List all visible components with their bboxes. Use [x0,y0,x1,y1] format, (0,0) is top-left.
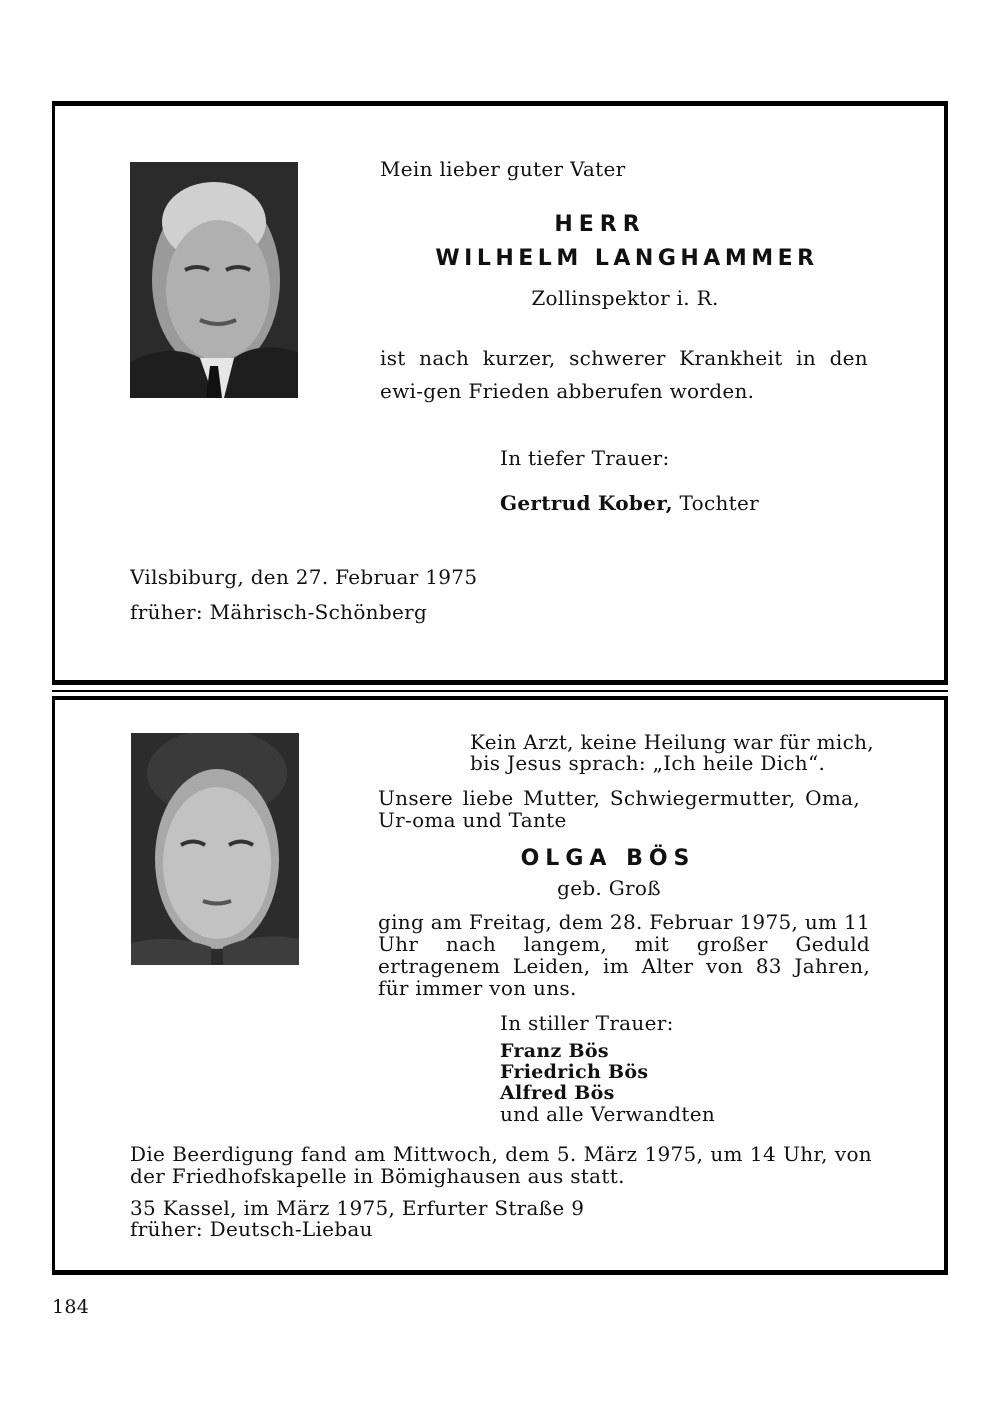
notice2-former-home: früher: Deutsch-Liebau [130,1217,373,1241]
notice2-name: OLGA BÖS [520,846,696,871]
notice1-place-date: Vilsbiburg, den 27. Februar 1975 [130,565,478,589]
notice1-mourner-name: Gertrud Kober, [500,491,673,515]
notice1-intro: Mein lieber guter Vater [380,157,626,181]
frame1-bottom-rule [52,680,948,685]
frame1-right-rule [944,101,948,684]
frame2-top-rule [52,696,948,700]
frame2-bottom-rule [52,1270,948,1275]
frame2-left-rule [52,696,55,1274]
notice2-message: ging am Freitag, dem 28. Februar 1975, um 11 Uhr nach langem, mit großer Geduld ertragenem Leiden, im Alter von 83 Jahren, für immer von uns. [378,910,870,1000]
frame1-top-rule [52,101,948,106]
notice2-mourning-label: In stiller Trauer: [500,1011,674,1035]
notice1-mourner-relation: Tochter [679,491,759,515]
mourner-name: Friedrich Bös [500,1061,649,1083]
notice1-former-home: früher: Mährisch-Schönberg [130,600,428,624]
notice1-title: Zollinspektor i. R. [531,286,719,310]
page-number: 184 [52,1296,90,1318]
portrait-woman-image [131,733,299,965]
notice1-honorific: HERR [554,212,646,237]
notice2-intro: Unsere liebe Mutter, Schwiegermutter, Oma, Ur-oma und Tante [378,786,860,832]
notice1-mourner [500,492,759,515]
frame1-left-rule [52,101,55,684]
notice2-address: 35 Kassel, im März 1975, Erfurter Straße 9 [130,1196,585,1220]
notice1-name: WILHELM LANGHAMMER [435,246,819,271]
notice2-quote-line2: bis Jesus sprach: „Ich heile Dich“. [470,751,826,775]
notice2-funeral: Die Beerdigung fand am Mittwoch, dem 5. März 1975, um 14 Uhr, von der Friedhofskapelle in Bömighausen aus statt. [130,1142,872,1188]
notice1-mourning-label: In tiefer Trauer: [500,446,670,470]
notice2-quote-line1: Kein Arzt, keine Heilung war für mich, [470,730,874,754]
mourner-name: Franz Bös [500,1040,609,1062]
portrait-man-image [130,162,298,398]
notice1-message: ist nach kurzer, schwerer Krankheit in den ewi-gen Frieden abberufen worden. [380,346,868,403]
divider-rule [52,690,948,692]
mourner-name: Alfred Bös [500,1082,615,1104]
portrait-man-photo [130,162,298,398]
portrait-woman-photo [131,733,299,965]
frame2-right-rule [944,696,948,1274]
notice2-maiden-name: geb. Groß [557,876,661,900]
notice2-relatives: und alle Verwandten [500,1102,716,1126]
